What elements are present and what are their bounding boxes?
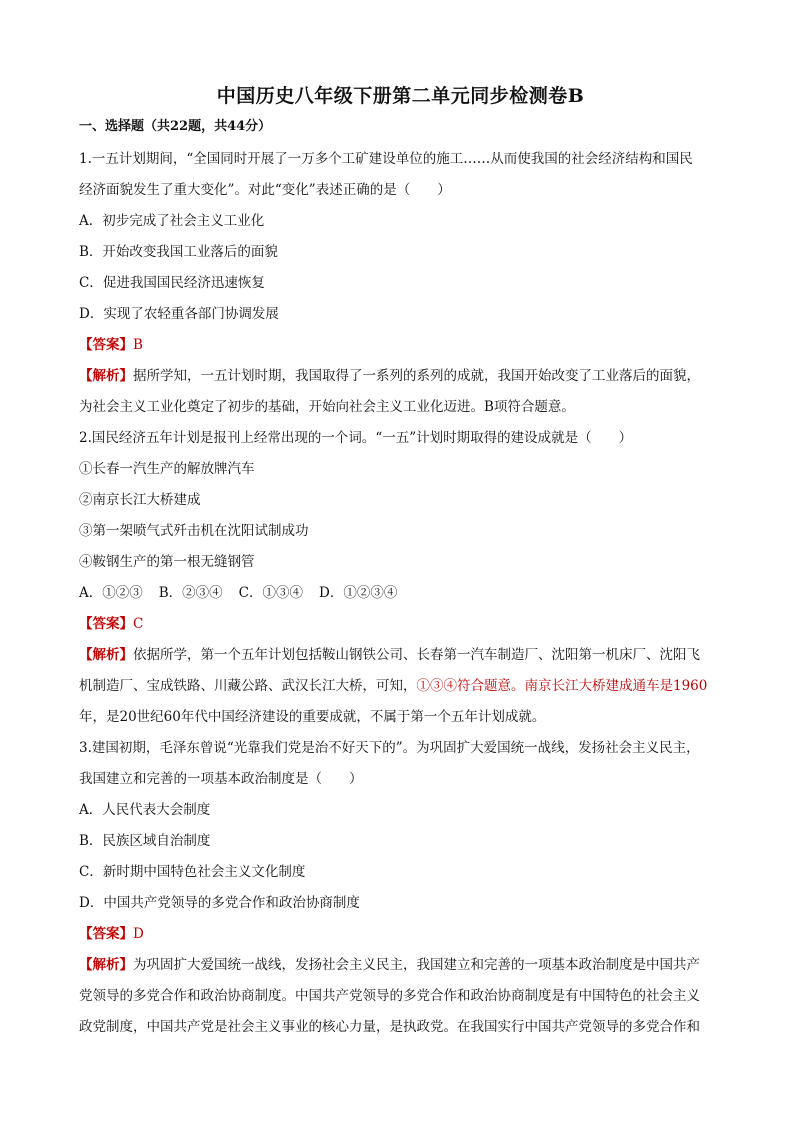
- answer-value: B: [133, 337, 143, 353]
- answer-row: [79, 919, 722, 950]
- analysis-row: [79, 361, 722, 392]
- answer-value: C: [133, 616, 144, 632]
- option-d: D．①②③④: [319, 585, 398, 601]
- analysis-text: 党领导的多党合作和政治协商制度。中国共产党领导的多党合作和政治协商制度是有中国特色的社会主义: [79, 988, 700, 1004]
- option-d: D．实现了农轻重各部门协调发展: [79, 306, 279, 322]
- section-heading: 一、选择题（共22题，共44分）: [79, 119, 272, 134]
- option-b: B．②③④: [158, 585, 223, 601]
- option-a: A．初步完成了社会主义工业化: [79, 213, 265, 229]
- analysis-highlight: ①③④符合题意。南京长江大桥建成通车是1960: [416, 678, 708, 694]
- question-1: [79, 144, 722, 423]
- statement-2: ②南京长江大桥建成: [79, 492, 201, 508]
- analysis-label: 【解析】: [79, 647, 133, 663]
- option-a: A．人民代表大会制度: [79, 802, 211, 818]
- option-c: C．新时期中国特色社会主义文化制度: [79, 864, 306, 880]
- option-b: B．开始改变我国工业落后的面貌: [79, 244, 278, 260]
- analysis-row: [79, 950, 722, 981]
- question-stem: 我国建立和完善的一项基本政治制度是（ ）: [79, 771, 363, 787]
- analysis-text: 政党制度，中国共产党是社会主义事业的核心力量，是执政党。在我国实行中国共产党领导的多党合作和: [79, 1019, 700, 1035]
- question-2: [79, 423, 722, 733]
- answer-row: [79, 609, 722, 640]
- option-b: B．民族区域自治制度: [79, 833, 211, 849]
- analysis-row: [79, 640, 722, 671]
- analysis-text: 依据所学，第一个五年计划包括鞍山钢铁公司、长春第一汽车制造厂、沈阳第一机床厂、沈阳飞: [133, 647, 700, 663]
- answer-value: D: [133, 926, 144, 942]
- answer-label: 【答案】: [79, 616, 133, 632]
- analysis-text: 为巩固扩大爱国统一战线，发扬社会主义民主，我国建立和完善的一项基本政治制度是中国共产: [133, 957, 700, 973]
- analysis-text: 据所学知，一五计划时期，我国取得了一系列的系列的成就，我国开始改变了工业落后的面貌，: [133, 368, 700, 384]
- answer-label: 【答案】: [79, 926, 133, 942]
- option-a: A．①②③: [79, 585, 143, 601]
- answer-row: [79, 330, 722, 361]
- answer-label: 【答案】: [79, 337, 133, 353]
- analysis-text: 年，是20世纪60年代中国经济建设的重要成就，不属于第一个五年计划成就。: [79, 709, 546, 725]
- analysis-label: 【解析】: [79, 368, 133, 384]
- option-d: D．中国共产党领导的多党合作和政治协商制度: [79, 895, 360, 911]
- analysis-row: [79, 671, 722, 702]
- options-row: [79, 578, 722, 609]
- analysis-text: 机制造厂、宝成铁路、川藏公路、武汉长江大桥，可知，: [79, 678, 417, 694]
- statement-3: ③第一架喷气式歼击机在沈阳试制成功: [79, 523, 309, 539]
- analysis-label: 【解析】: [79, 957, 133, 973]
- question-stem: 2.国民经济五年计划是报刊上经常出现的一个词。“一五”计划时期取得的建设成就是（ ）: [79, 430, 633, 446]
- statement-4: ④鞍钢生产的第一根无缝钢管: [79, 554, 255, 570]
- analysis-text: 为社会主义工业化奠定了初步的基础，开始向社会主义工业化迈进。B项符合题意。: [79, 399, 575, 415]
- question-stem: 3.建国初期，毛泽东曾说“光靠我们党是治不好天下的”。为巩固扩大爱国统一战线，发扬社会主义民主，: [79, 740, 700, 756]
- statement-1: ①长春一汽生产的解放牌汽车: [79, 461, 255, 477]
- page-title: 中国历史八年级下册第二单元同步检测卷B: [216, 85, 585, 107]
- question-stem: 1.一五计划期间，“全国同时开展了一万多个工矿建设单位的施工……从而使我国的社会经济结构和国民: [79, 151, 693, 167]
- option-c: C．①③④: [238, 585, 304, 601]
- option-c: C．促进我国国民经济迅速恢复: [79, 275, 265, 291]
- question-stem: 经济面貌发生了重大变化”。对此“变化”表述正确的是（ ）: [79, 182, 451, 198]
- question-3: [79, 733, 722, 1043]
